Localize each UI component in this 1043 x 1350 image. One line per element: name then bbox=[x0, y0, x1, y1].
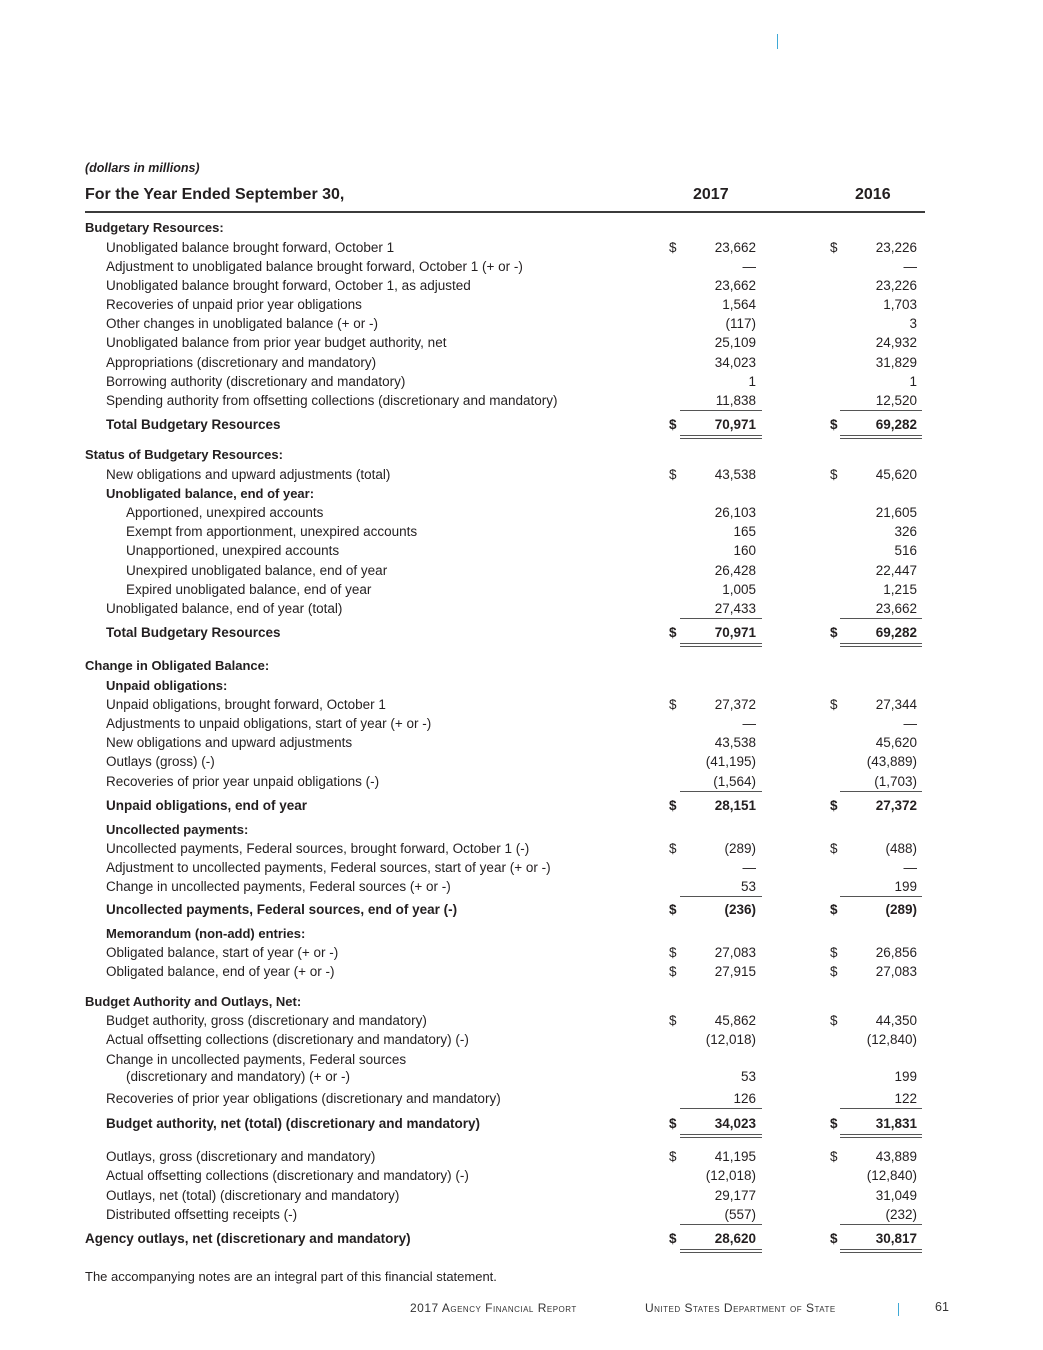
subtotal-rule bbox=[840, 896, 922, 897]
currency-symbol: $ bbox=[669, 697, 677, 712]
currency-symbol: $ bbox=[830, 417, 838, 432]
value-2016: (488) bbox=[885, 841, 917, 856]
section-heading bbox=[0, 925, 1043, 942]
units-caption: (dollars in millions) bbox=[85, 161, 200, 175]
year-2017-header: 2017 bbox=[693, 186, 729, 203]
statement-row bbox=[0, 696, 1043, 713]
footer-divider bbox=[898, 1303, 899, 1316]
value-2017: 27,372 bbox=[714, 697, 756, 712]
value-2017: 27,083 bbox=[714, 945, 756, 960]
currency-symbol: $ bbox=[669, 625, 677, 640]
statement-row bbox=[0, 296, 1043, 313]
statement-row bbox=[0, 840, 1043, 857]
year-2016-header: 2016 bbox=[855, 186, 891, 203]
value-2016: 69,282 bbox=[875, 417, 917, 432]
total-double-rule bbox=[840, 1252, 922, 1253]
row-label-budget-authority-and-outlays-net: Budget Authority and Outlays, Net: bbox=[85, 994, 302, 1009]
statement-row bbox=[0, 1230, 1043, 1247]
currency-symbol: $ bbox=[830, 841, 838, 856]
value-2016: 23,662 bbox=[875, 601, 917, 616]
row-label-unobligated-balance-brought-forward-october-1: Unobligated balance brought forward, October 1 bbox=[106, 240, 395, 255]
statement-row bbox=[0, 1167, 1043, 1184]
currency-symbol: $ bbox=[830, 625, 838, 640]
value-2016: 1,215 bbox=[883, 582, 917, 597]
row-label-appropriations-discretionary-and-mandatory: Appropriations (discretionary and mandatory) bbox=[106, 355, 377, 370]
value-2016: 26,856 bbox=[875, 945, 917, 960]
value-2016: 1,703 bbox=[883, 297, 917, 312]
statement-row bbox=[0, 1031, 1043, 1048]
value-2016: 21,605 bbox=[875, 505, 917, 520]
value-2016: 69,282 bbox=[875, 625, 917, 640]
value-2017: 53 bbox=[740, 879, 756, 894]
section-heading bbox=[0, 657, 1043, 674]
statement-row bbox=[0, 624, 1043, 641]
row-label-unobligated-balance-brought-forward-october-1-as-adjusted: Unobligated balance brought forward, October 1, as adjusted bbox=[106, 278, 471, 293]
currency-symbol: $ bbox=[669, 841, 677, 856]
footer-report-title: 2017 Agency Financial Report bbox=[410, 1301, 577, 1315]
footer-department: United States Department of State bbox=[645, 1301, 836, 1315]
currency-symbol: $ bbox=[669, 1149, 677, 1164]
row-label-change-in-uncollected-payments-federal-sources: Change in uncollected payments, Federal sources bbox=[106, 1052, 407, 1067]
value-2016: 27,083 bbox=[875, 964, 917, 979]
statement-row bbox=[0, 773, 1043, 790]
value-2016: 45,620 bbox=[875, 467, 917, 482]
value-2017: (289) bbox=[724, 841, 756, 856]
row-label-change-in-uncollected-payments-federal-sources-or: Change in uncollected payments, Federal sources (+ or -) bbox=[106, 879, 451, 894]
value-2017: 53 bbox=[740, 1069, 756, 1084]
row-label-new-obligations-and-upward-adjustments: New obligations and upward adjustments bbox=[106, 735, 353, 750]
row-label-unobligated-balance-end-of-year-total: Unobligated balance, end of year (total) bbox=[106, 601, 343, 616]
value-2016: (232) bbox=[885, 1207, 917, 1222]
statement-row bbox=[0, 1012, 1043, 1029]
value-2017: 43,538 bbox=[714, 467, 756, 482]
value-2016: 31,831 bbox=[875, 1116, 917, 1131]
value-2016: 199 bbox=[894, 1069, 917, 1084]
value-2016: 27,372 bbox=[875, 798, 917, 813]
subtotal-rule bbox=[840, 1108, 922, 1109]
currency-symbol: $ bbox=[669, 945, 677, 960]
row-label-unexpired-unobligated-balance-end-of-year: Unexpired unobligated balance, end of year bbox=[126, 563, 388, 578]
row-label-uncollected-payments: Uncollected payments: bbox=[106, 822, 249, 837]
subtotal-rule bbox=[680, 1108, 762, 1109]
total-double-rule bbox=[680, 1134, 762, 1135]
value-2016: (12,840) bbox=[866, 1032, 917, 1047]
subtotal-rule bbox=[840, 791, 922, 792]
value-2016: 24,932 bbox=[875, 335, 917, 350]
statement-row bbox=[0, 715, 1043, 732]
row-label-agency-outlays-net-discretionary-and-mandatory: Agency outlays, net (discretionary and mandatory) bbox=[85, 1231, 411, 1246]
total-double-rule bbox=[680, 643, 762, 644]
value-2016: 23,226 bbox=[875, 240, 917, 255]
currency-symbol: $ bbox=[669, 1231, 677, 1246]
row-label-total-budgetary-resources: Total Budgetary Resources bbox=[106, 417, 281, 432]
value-2016: 326 bbox=[894, 524, 917, 539]
total-double-rule bbox=[840, 646, 922, 647]
statement-row bbox=[0, 416, 1043, 433]
subtotal-rule bbox=[680, 410, 762, 411]
value-2017: 25,109 bbox=[714, 335, 756, 350]
statement-row bbox=[0, 1090, 1043, 1107]
statement-row bbox=[0, 1206, 1043, 1223]
value-2017: 23,662 bbox=[714, 240, 756, 255]
period-title: For the Year Ended September 30, bbox=[85, 186, 345, 203]
row-label-unapportioned-unexpired-accounts: Unapportioned, unexpired accounts bbox=[126, 543, 340, 558]
value-2017: 70,971 bbox=[714, 625, 756, 640]
row-label-exempt-from-apportionment-unexpired-accounts: Exempt from apportionment, unexpired accounts bbox=[126, 524, 418, 539]
row-label-outlays-gross: Outlays (gross) (-) bbox=[106, 754, 215, 769]
row-label-actual-offsetting-collections-discretionary-and-mandatory: Actual offsetting collections (discretionary and mandatory) (-) bbox=[106, 1032, 469, 1047]
value-2017: 27,915 bbox=[714, 964, 756, 979]
value-2016: (43,889) bbox=[866, 754, 917, 769]
section-heading bbox=[0, 485, 1043, 502]
row-label-budget-authority-gross-discretionary-and-mandatory: Budget authority, gross (discretionary and mandatory) bbox=[106, 1013, 427, 1028]
row-label-apportioned-unexpired-accounts: Apportioned, unexpired accounts bbox=[126, 505, 324, 520]
statement-row bbox=[0, 315, 1043, 332]
row-label-other-changes-in-unobligated-balance-or: Other changes in unobligated balance (+ or -) bbox=[106, 316, 379, 331]
value-2016: — bbox=[903, 259, 917, 274]
currency-symbol: $ bbox=[830, 964, 838, 979]
row-label-expired-unobligated-balance-end-of-year: Expired unobligated balance, end of year bbox=[126, 582, 372, 597]
value-2016: 23,226 bbox=[875, 278, 917, 293]
total-double-rule bbox=[840, 1249, 922, 1250]
currency-symbol: $ bbox=[669, 1013, 677, 1028]
statement-row bbox=[0, 944, 1043, 961]
row-label-outlays-net-total-discretionary-and-mandatory: Outlays, net (total) (discretionary and mandatory) bbox=[106, 1188, 400, 1203]
value-2017: 34,023 bbox=[714, 1116, 756, 1131]
row-label-total-budgetary-resources: Total Budgetary Resources bbox=[106, 625, 281, 640]
row-label-unobligated-balance-from-prior-year-budget-authority-net: Unobligated balance from prior year budget authority, net bbox=[106, 335, 447, 350]
value-2016: 31,829 bbox=[875, 355, 917, 370]
value-2017: 28,620 bbox=[714, 1231, 756, 1246]
statement-row bbox=[0, 392, 1043, 409]
statement-row bbox=[0, 878, 1043, 895]
value-2017: 26,428 bbox=[714, 563, 756, 578]
section-heading bbox=[0, 821, 1043, 838]
value-2016: 44,350 bbox=[875, 1013, 917, 1028]
value-2017: — bbox=[742, 860, 756, 875]
value-2017: — bbox=[742, 259, 756, 274]
subtotal-rule bbox=[680, 896, 762, 897]
value-2017: (12,018) bbox=[705, 1032, 756, 1047]
row-label-spending-authority-from-offsetting-collections-discretionary-and-mandatory: Spending authority from offsetting collections (discretionary and mandatory) bbox=[106, 393, 558, 408]
row-label-new-obligations-and-upward-adjustments-total: New obligations and upward adjustments (total) bbox=[106, 467, 391, 482]
currency-symbol: $ bbox=[830, 240, 838, 255]
row-label-memorandum-non-add-entries: Memorandum (non-add) entries: bbox=[106, 926, 306, 941]
total-double-rule bbox=[680, 1137, 762, 1138]
row-label-recoveries-of-prior-year-obligations-discretionary-and-mandatory: Recoveries of prior year obligations (discretionary and mandatory) bbox=[106, 1091, 501, 1106]
currency-symbol: $ bbox=[830, 1149, 838, 1164]
row-label-obligated-balance-end-of-year-or: Obligated balance, end of year (+ or -) bbox=[106, 964, 335, 979]
row-label-distributed-offsetting-receipts: Distributed offsetting receipts (-) bbox=[106, 1207, 298, 1222]
value-2017: (557) bbox=[724, 1207, 756, 1222]
row-label-unpaid-obligations-brought-forward-october-1: Unpaid obligations, brought forward, October 1 bbox=[106, 697, 386, 712]
value-2016: 1 bbox=[909, 374, 917, 389]
value-2017: 1,005 bbox=[722, 582, 756, 597]
statement-row bbox=[0, 334, 1043, 351]
statement-row bbox=[0, 562, 1043, 579]
value-2017: 43,538 bbox=[714, 735, 756, 750]
total-double-rule bbox=[840, 1137, 922, 1138]
statement-row bbox=[0, 963, 1043, 980]
subtotal-rule bbox=[680, 618, 762, 619]
subtotal-rule bbox=[680, 791, 762, 792]
subtotal-rule bbox=[840, 410, 922, 411]
total-double-rule bbox=[840, 438, 922, 439]
statement-row bbox=[0, 581, 1043, 598]
currency-symbol: $ bbox=[669, 1116, 677, 1131]
row-label-recoveries-of-unpaid-prior-year-obligations: Recoveries of unpaid prior year obligations bbox=[106, 297, 362, 312]
value-2016: 30,817 bbox=[875, 1231, 917, 1246]
row-label-actual-offsetting-collections-discretionary-and-mandatory: Actual offsetting collections (discretionary and mandatory) (-) bbox=[106, 1168, 469, 1183]
value-2016: (289) bbox=[885, 902, 917, 917]
row-label-discretionary-and-mandatory-or: (discretionary and mandatory) (+ or -) bbox=[126, 1069, 350, 1084]
row-label-adjustments-to-unpaid-obligations-start-of-year-or: Adjustments to unpaid obligations, start of year (+ or -) bbox=[106, 716, 432, 731]
value-2016: 43,889 bbox=[875, 1149, 917, 1164]
value-2016: 12,520 bbox=[875, 393, 917, 408]
statement-row bbox=[0, 1187, 1043, 1204]
subtotal-rule bbox=[680, 1224, 762, 1225]
value-2017: (1,564) bbox=[713, 774, 756, 789]
value-2017: (236) bbox=[724, 902, 756, 917]
row-label-unpaid-obligations-end-of-year: Unpaid obligations, end of year bbox=[106, 798, 308, 813]
currency-symbol: $ bbox=[830, 1116, 838, 1131]
value-2016: 199 bbox=[894, 879, 917, 894]
statement-row bbox=[0, 1051, 1043, 1068]
value-2017: 41,195 bbox=[714, 1149, 756, 1164]
statement-row bbox=[0, 277, 1043, 294]
currency-symbol: $ bbox=[830, 798, 838, 813]
page-number: 61 bbox=[935, 1300, 949, 1314]
section-heading bbox=[0, 993, 1043, 1010]
row-label-budgetary-resources: Budgetary Resources: bbox=[85, 220, 224, 235]
statement-row bbox=[0, 797, 1043, 814]
currency-symbol: $ bbox=[830, 945, 838, 960]
row-label-status-of-budgetary-resources: Status of Budgetary Resources: bbox=[85, 447, 283, 462]
value-2017: 1 bbox=[748, 374, 756, 389]
row-label-obligated-balance-start-of-year-or: Obligated balance, start of year (+ or -) bbox=[106, 945, 339, 960]
value-2017: 28,151 bbox=[714, 798, 756, 813]
value-2017: 11,838 bbox=[715, 393, 756, 408]
value-2016: 3 bbox=[909, 316, 917, 331]
value-2017: 23,662 bbox=[714, 278, 756, 293]
total-double-rule bbox=[840, 643, 922, 644]
section-heading bbox=[0, 219, 1043, 236]
statement-row bbox=[0, 373, 1043, 390]
row-label-unobligated-balance-end-of-year: Unobligated balance, end of year: bbox=[106, 486, 315, 501]
row-label-budget-authority-net-total-discretionary-and-mandatory: Budget authority, net (total) (discretionary and mandatory) bbox=[106, 1116, 481, 1131]
value-2016: 45,620 bbox=[875, 735, 917, 750]
value-2016: (1,703) bbox=[874, 774, 917, 789]
value-2017: 70,971 bbox=[714, 417, 756, 432]
value-2016: 122 bbox=[894, 1091, 917, 1106]
section-heading bbox=[0, 677, 1043, 694]
value-2016: 27,344 bbox=[875, 697, 917, 712]
statement-row bbox=[0, 1115, 1043, 1132]
row-label-unpaid-obligations: Unpaid obligations: bbox=[106, 678, 228, 693]
currency-symbol: $ bbox=[830, 1013, 838, 1028]
statement-row bbox=[0, 466, 1043, 483]
statement-row bbox=[0, 600, 1043, 617]
total-double-rule bbox=[840, 435, 922, 436]
statement-row bbox=[0, 542, 1043, 559]
value-2017: (117) bbox=[725, 316, 756, 331]
currency-symbol: $ bbox=[669, 417, 677, 432]
value-2017: 165 bbox=[733, 524, 756, 539]
statement-row bbox=[0, 753, 1043, 770]
row-label-outlays-gross-discretionary-and-mandatory: Outlays, gross (discretionary and mandatory) bbox=[106, 1149, 376, 1164]
statement-row bbox=[0, 859, 1043, 876]
currency-symbol: $ bbox=[669, 964, 677, 979]
row-label-change-in-obligated-balance: Change in Obligated Balance: bbox=[85, 658, 270, 673]
row-label-recoveries-of-prior-year-unpaid-obligations: Recoveries of prior year unpaid obligations (-) bbox=[106, 774, 380, 789]
row-label-borrowing-authority-discretionary-and-mandatory: Borrowing authority (discretionary and mandatory) bbox=[106, 374, 406, 389]
currency-symbol: $ bbox=[669, 798, 677, 813]
subtotal-rule bbox=[840, 618, 922, 619]
value-2017: 27,433 bbox=[714, 601, 756, 616]
value-2017: 29,177 bbox=[714, 1188, 756, 1203]
value-2016: — bbox=[903, 860, 917, 875]
statement-row bbox=[0, 504, 1043, 521]
value-2016: 31,049 bbox=[875, 1188, 917, 1203]
value-2016: — bbox=[903, 716, 917, 731]
total-double-rule bbox=[680, 435, 762, 436]
total-double-rule bbox=[680, 646, 762, 647]
total-double-rule bbox=[680, 1252, 762, 1253]
value-2017: 1,564 bbox=[722, 297, 756, 312]
row-label-uncollected-payments-federal-sources-brought-forward-october-1: Uncollected payments, Federal sources, brought forward, October 1 (-) bbox=[106, 841, 530, 856]
value-2016: (12,840) bbox=[866, 1168, 917, 1183]
row-label-adjustment-to-uncollected-payments-federal-sources-start-of-year-or: Adjustment to uncollected payments, Federal sources, start of year (+ or -) bbox=[106, 860, 551, 875]
value-2017: 160 bbox=[733, 543, 756, 558]
currency-symbol: $ bbox=[830, 902, 838, 917]
value-2017: 126 bbox=[733, 1091, 756, 1106]
currency-symbol: $ bbox=[830, 1231, 838, 1246]
value-2017: 34,023 bbox=[714, 355, 756, 370]
currency-symbol: $ bbox=[830, 697, 838, 712]
currency-symbol: $ bbox=[669, 240, 677, 255]
row-label-adjustment-to-unobligated-balance-brought-forward-october-1-or: Adjustment to unobligated balance brought forward, October 1 (+ or -) bbox=[106, 259, 523, 274]
total-double-rule bbox=[680, 1249, 762, 1250]
statement-row bbox=[0, 734, 1043, 751]
subtotal-rule bbox=[840, 1224, 922, 1225]
value-2017: (41,195) bbox=[705, 754, 756, 769]
statement-row bbox=[0, 901, 1043, 918]
value-2017: 45,862 bbox=[714, 1013, 756, 1028]
currency-symbol: $ bbox=[830, 467, 838, 482]
currency-symbol: $ bbox=[669, 902, 677, 917]
value-2016: 22,447 bbox=[875, 563, 917, 578]
value-2016: 516 bbox=[894, 543, 917, 558]
value-2017: (12,018) bbox=[705, 1168, 756, 1183]
statement-row bbox=[0, 239, 1043, 256]
footnote: The accompanying notes are an integral part of this financial statement. bbox=[85, 1269, 497, 1284]
total-double-rule bbox=[840, 1134, 922, 1135]
value-2017: — bbox=[742, 716, 756, 731]
statement-row bbox=[0, 1068, 1043, 1085]
statement-row bbox=[0, 258, 1043, 275]
statement-row bbox=[0, 523, 1043, 540]
value-2017: 26,103 bbox=[714, 505, 756, 520]
total-double-rule bbox=[680, 438, 762, 439]
row-label-uncollected-payments-federal-sources-end-of-year: Uncollected payments, Federal sources, end of year (-) bbox=[106, 902, 458, 917]
statement-row bbox=[0, 354, 1043, 371]
section-heading bbox=[0, 446, 1043, 463]
currency-symbol: $ bbox=[669, 467, 677, 482]
statement-row bbox=[0, 1148, 1043, 1165]
